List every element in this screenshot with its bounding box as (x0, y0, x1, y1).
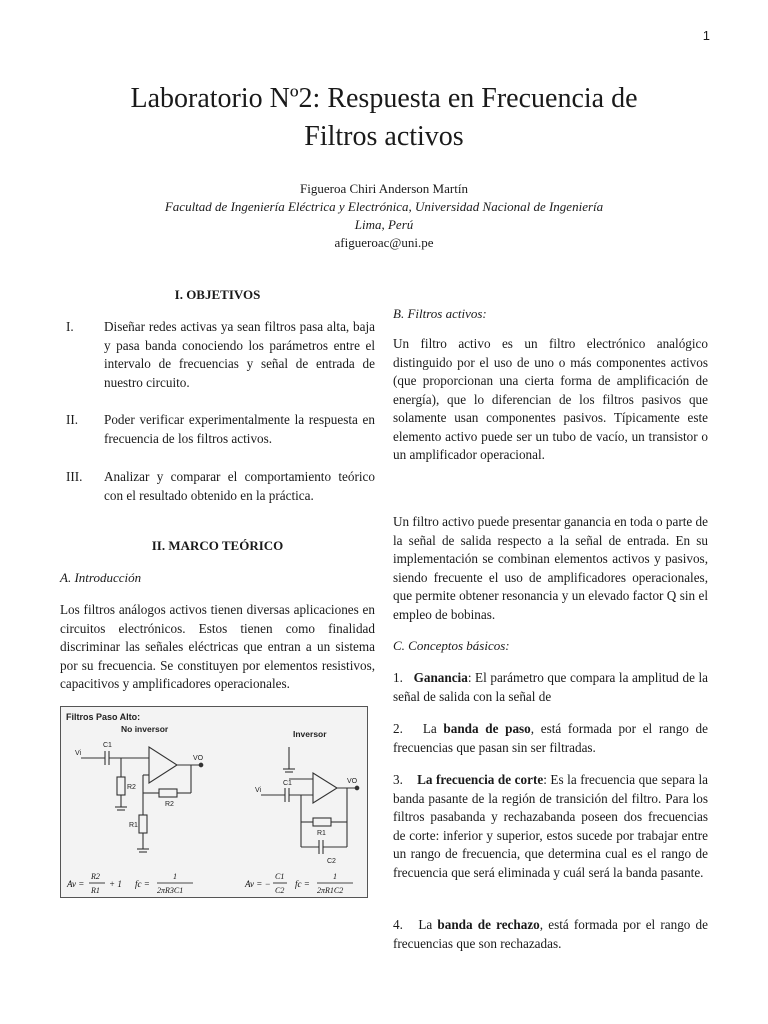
resistor-r2 (117, 777, 125, 795)
eq-left-av: Av = (67, 879, 85, 889)
resistor-r1-feedback (313, 818, 331, 826)
circuit-diagram (61, 707, 367, 897)
intro-paragraph: Los filtros análogos activos tienen diversas aplicaciones en circuitos electrónicos. Estos tienen como finalidad discriminar las señales eléctricas que entran a un sistema por su frecuencia. Se constituyen por elementos resistivos, capacitivos y amplificadores operacionales. (60, 602, 375, 691)
author-email: afigueroac@uni.pe (334, 235, 434, 250)
objetivo-text: Poder verificar experimentalmente la respuesta en frecuencia de los filtros activos. (104, 412, 375, 446)
concept-prefix: La (418, 917, 438, 932)
objetivo-number: I. (66, 319, 74, 334)
conceptos-subtitle: C. Conceptos básicos: (393, 638, 510, 653)
output-node (199, 763, 203, 767)
filtros-activos-paragraph-2: Un filtro activo puede presentar ganancia en toda o parte de la señal de salida respecto a la señal de entrada. En su implementación se combinan elementos activos y pasivos, siendo frecuente el uso de amplificadores operacionales, que permite obtener resonancia y un elevado factor Q sin el empleo de bobinas. (393, 514, 708, 622)
concept-term: Ganancia (413, 670, 468, 685)
filtros-activos-subtitle: B. Filtros activos: (393, 306, 487, 321)
resistor-r1 (139, 815, 147, 833)
label-no-inversor: No inversor (121, 724, 169, 734)
marco-heading: II. MARCO TEÓRICO (151, 538, 284, 553)
label-r1-left: R1 (129, 822, 138, 829)
eq-left-num: R2 (91, 872, 100, 881)
eq-right-fc-den: 2πR1C2 (317, 886, 344, 895)
objetivo-text: Diseñar redes activas ya sean filtros pasa alta, baja y pasa banda conociendo los parámetros entre el intervalo de frecuencias y señal de entrada de nuestro circuito. (104, 319, 375, 390)
eq-right-num: C1 (275, 872, 285, 881)
title-line-2: Filtros activos (304, 121, 464, 152)
label-vo-right: VO (347, 778, 358, 785)
eq-left-fc: fc = (135, 879, 150, 889)
output-node (355, 786, 359, 790)
filtros-activos-paragraph-1: Un filtro activo es un filtro electrónico analógico distinguido por el uso de uno o más componentes activos (que proporcionan una cierta forma de amplificación de energía), que lo diferencian de los filtros pasivos que solamente usan componentes pasivos. Típicamente este elemento activo puede ser un tubo de vacío, un transistor o un amplificador operacional. (393, 336, 708, 462)
label-c2-right: C2 (327, 858, 336, 865)
concept-number: 4. (393, 917, 403, 932)
objetivo-item-1 (60, 318, 375, 393)
concept-item-2 (393, 720, 708, 757)
concept-number: 3. (393, 772, 403, 787)
author-name: Figueroa Chiri Anderson Martín (300, 181, 468, 196)
concept-number: 2. (393, 721, 403, 736)
label-c1-left: C1 (103, 742, 112, 749)
opamp-right (313, 773, 337, 803)
paper-title (60, 80, 708, 156)
concept-term: banda de rechazo (437, 917, 540, 932)
label-inversor: Inversor (293, 729, 327, 739)
eq-left-den: R1 (91, 886, 100, 895)
concept-item-3 (393, 771, 708, 882)
label-c1-right: C1 (283, 780, 292, 787)
label-r1-right: R1 (317, 830, 326, 837)
eq-right-fc-num: 1 (333, 872, 337, 881)
eq-left-fc-num: 1 (173, 872, 177, 881)
label-vi-right: Vi (255, 787, 262, 794)
concept-item-4 (393, 916, 708, 953)
concept-prefix: La (422, 721, 444, 736)
title-line-1: Laboratorio Nº2: Respuesta en Frecuencia de (130, 83, 638, 114)
concept-text: : El parámetro que compara la amplitud de la señal de salida con la señal de (393, 670, 708, 704)
objetivo-item-2 (60, 411, 375, 449)
concept-text: , está formada por el rango de frecuencias que pasan sin ser filtradas. (393, 721, 708, 755)
label-vi-left: Vi (75, 750, 82, 757)
intro-subtitle: A. Introducción (60, 570, 142, 585)
concept-term: banda de paso (443, 721, 531, 736)
objetivo-text: Analizar y comparar el comportamiento teórico con el resultado obtenido en la práctica. (104, 469, 375, 503)
label-vo-left: VO (193, 755, 204, 762)
concept-text: , está formada por el rango de frecuencias que son rechazadas. (393, 917, 708, 951)
opamp-left (149, 747, 177, 783)
eq-right-den: C2 (275, 886, 285, 895)
figure-title: Filtros Paso Alto: (66, 712, 141, 722)
objetivo-item-3 (60, 468, 375, 506)
resistor-r2-feedback (159, 789, 177, 797)
concept-term: La frecuencia de corte (417, 772, 544, 787)
eq-right-av: Av = − (245, 879, 271, 889)
author-affiliation: Facultad de Ingeniería Eléctrica y Electrónica, Universidad Nacional de Ingeniería (164, 199, 604, 214)
label-r2-feedback: R2 (165, 801, 174, 808)
circuit-figure (60, 706, 368, 898)
concept-item-1 (393, 669, 708, 706)
author-block (60, 180, 708, 252)
concept-text: : Es la frecuencia que separa la banda pasante de la región de transición del filtro. Para los filtros pasabanda y rechazabanda poseen dos frecuencias de corte: inferior y superior, estos sucede por trabajar entre un rango de frecuencia, que determina cual es el rango de frecuencia que será eliminada y cuál será la banda pasante. (393, 772, 709, 880)
eq-left-plus: + 1 (109, 879, 122, 889)
page-number: 1 (702, 28, 710, 43)
author-location: Lima, Perú (354, 217, 414, 232)
eq-right-fc: fc = (295, 879, 310, 889)
objetivo-number: III. (66, 469, 83, 484)
label-r2-left: R2 (127, 784, 136, 791)
objetivo-number: II. (66, 412, 79, 427)
concept-number: 1. (393, 670, 403, 685)
objetivos-heading: I. OBJETIVOS (174, 287, 261, 302)
eq-left-fc-den: 2πR3C1 (157, 886, 184, 895)
